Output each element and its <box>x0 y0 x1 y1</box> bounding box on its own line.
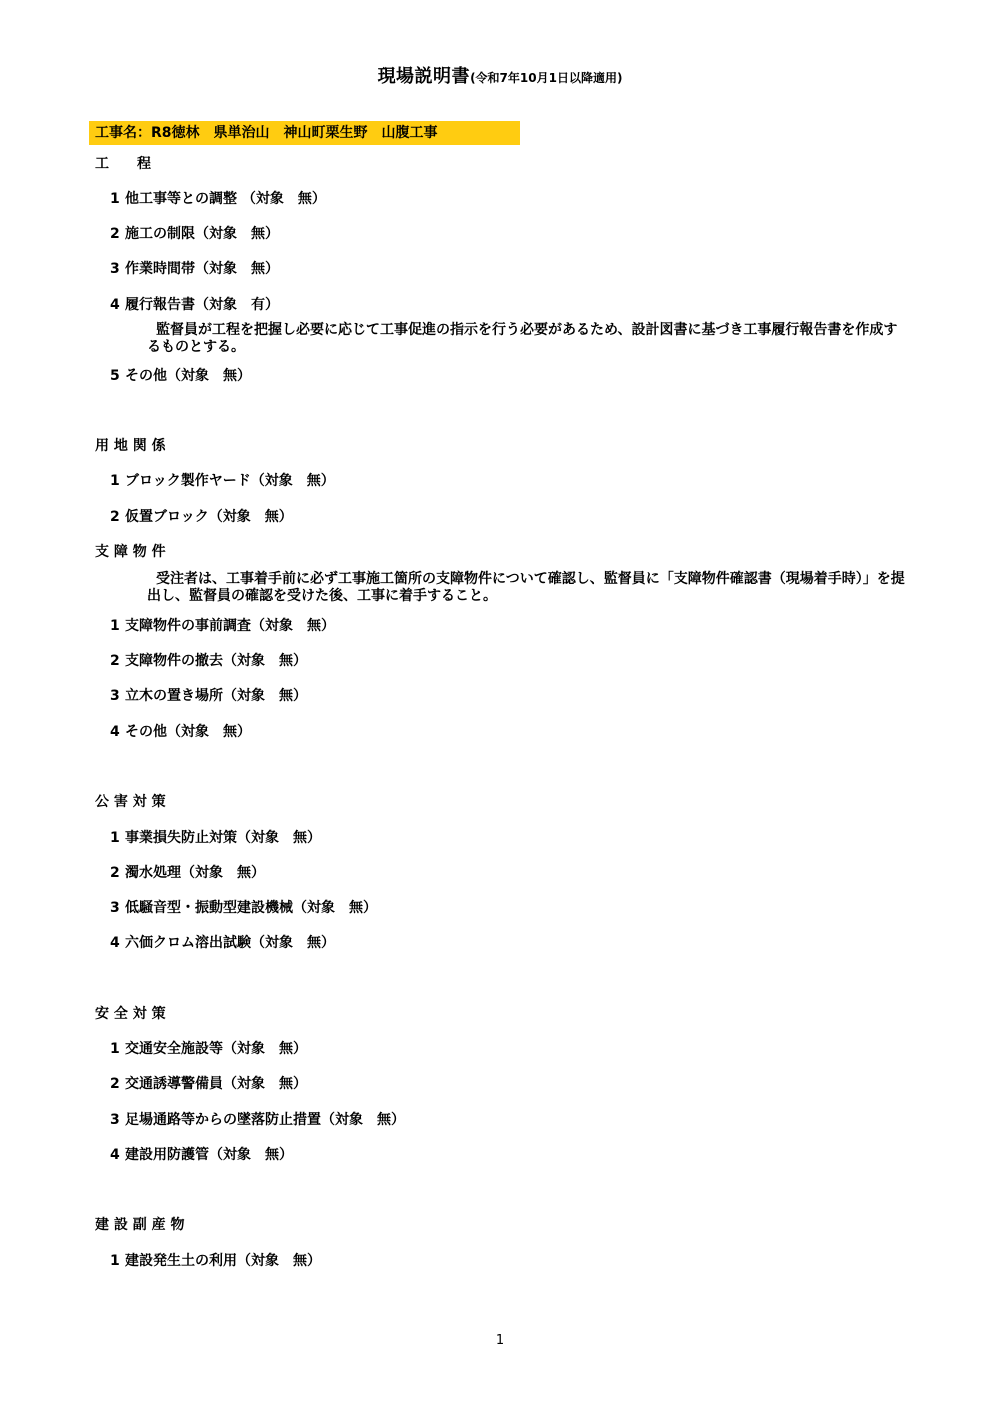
list-item: 2 施工の制限（対象 無） <box>110 226 279 242</box>
section-heading-safety: 安 全 対 策 <box>95 1006 166 1022</box>
list-item: 1 事業損失防止対策（対象 無） <box>110 830 321 846</box>
list-item: 3 足場通路等からの墜落防止措置（対象 無） <box>110 1112 405 1128</box>
project-name: 工事名：R8徳林 県単治山 神山町栗生野 山腹工事 <box>89 121 520 145</box>
list-item: 4 履行報告書（対象 有） <box>110 297 279 313</box>
list-item: 2 濁水処理（対象 無） <box>110 865 265 881</box>
list-item: 1 ブロック製作ヤード（対象 無） <box>110 473 335 489</box>
section-heading-pollution: 公 害 対 策 <box>95 794 166 810</box>
list-item: 3 低騒音型・振動型建設機械（対象 無） <box>110 900 377 916</box>
list-item: 4 六価クロム溶出試験（対象 無） <box>110 935 335 951</box>
section-heading-schedule: 工 程 <box>95 156 151 172</box>
section-heading-obstacles: 支 障 物 件 <box>95 544 166 560</box>
section-heading-land: 用 地 関 係 <box>95 438 166 454</box>
list-item: 1 建設発生土の利用（対象 無） <box>110 1253 321 1269</box>
list-item: 1 他工事等との調整 （対象 無） <box>110 191 326 207</box>
page-number: 1 <box>495 1333 505 1348</box>
list-item: 1 支障物件の事前調査（対象 無） <box>110 618 335 634</box>
page-title-sub: (令和7年10月1日以降適用) <box>470 71 623 85</box>
list-item: 5 その他（対象 無） <box>110 368 251 384</box>
list-item: 3 作業時間帯（対象 無） <box>110 261 279 277</box>
note-paragraph: 監督員が工程を把握し必要に応じて工事促進の指示を行う必要があるため、設計図書に基づき工事履行報告書を作成するものとする。 <box>147 322 898 355</box>
list-item: 3 立木の置き場所（対象 無） <box>110 688 307 704</box>
list-item: 1 交通安全施設等（対象 無） <box>110 1041 307 1057</box>
list-item: 2 支障物件の撤去（対象 無） <box>110 653 307 669</box>
list-item: 2 交通誘導警備員（対象 無） <box>110 1076 307 1092</box>
list-item: 4 その他（対象 無） <box>110 724 251 740</box>
note-paragraph: 受注者は、工事着手前に必ず工事施工箇所の支障物件について確認し、監督員に「支障物件確認書（現場着手時）」を提出し、監督員の確認を受けた後、工事に着手すること。 <box>147 571 905 604</box>
list-item: 4 建設用防護管（対象 無） <box>110 1147 293 1163</box>
page-title <box>0 62 1000 88</box>
page-title-main: 現場説明書 <box>377 66 471 87</box>
list-item: 2 仮置ブロック（対象 無） <box>110 509 293 525</box>
section-heading-byproducts: 建 設 副 産 物 <box>95 1217 185 1233</box>
